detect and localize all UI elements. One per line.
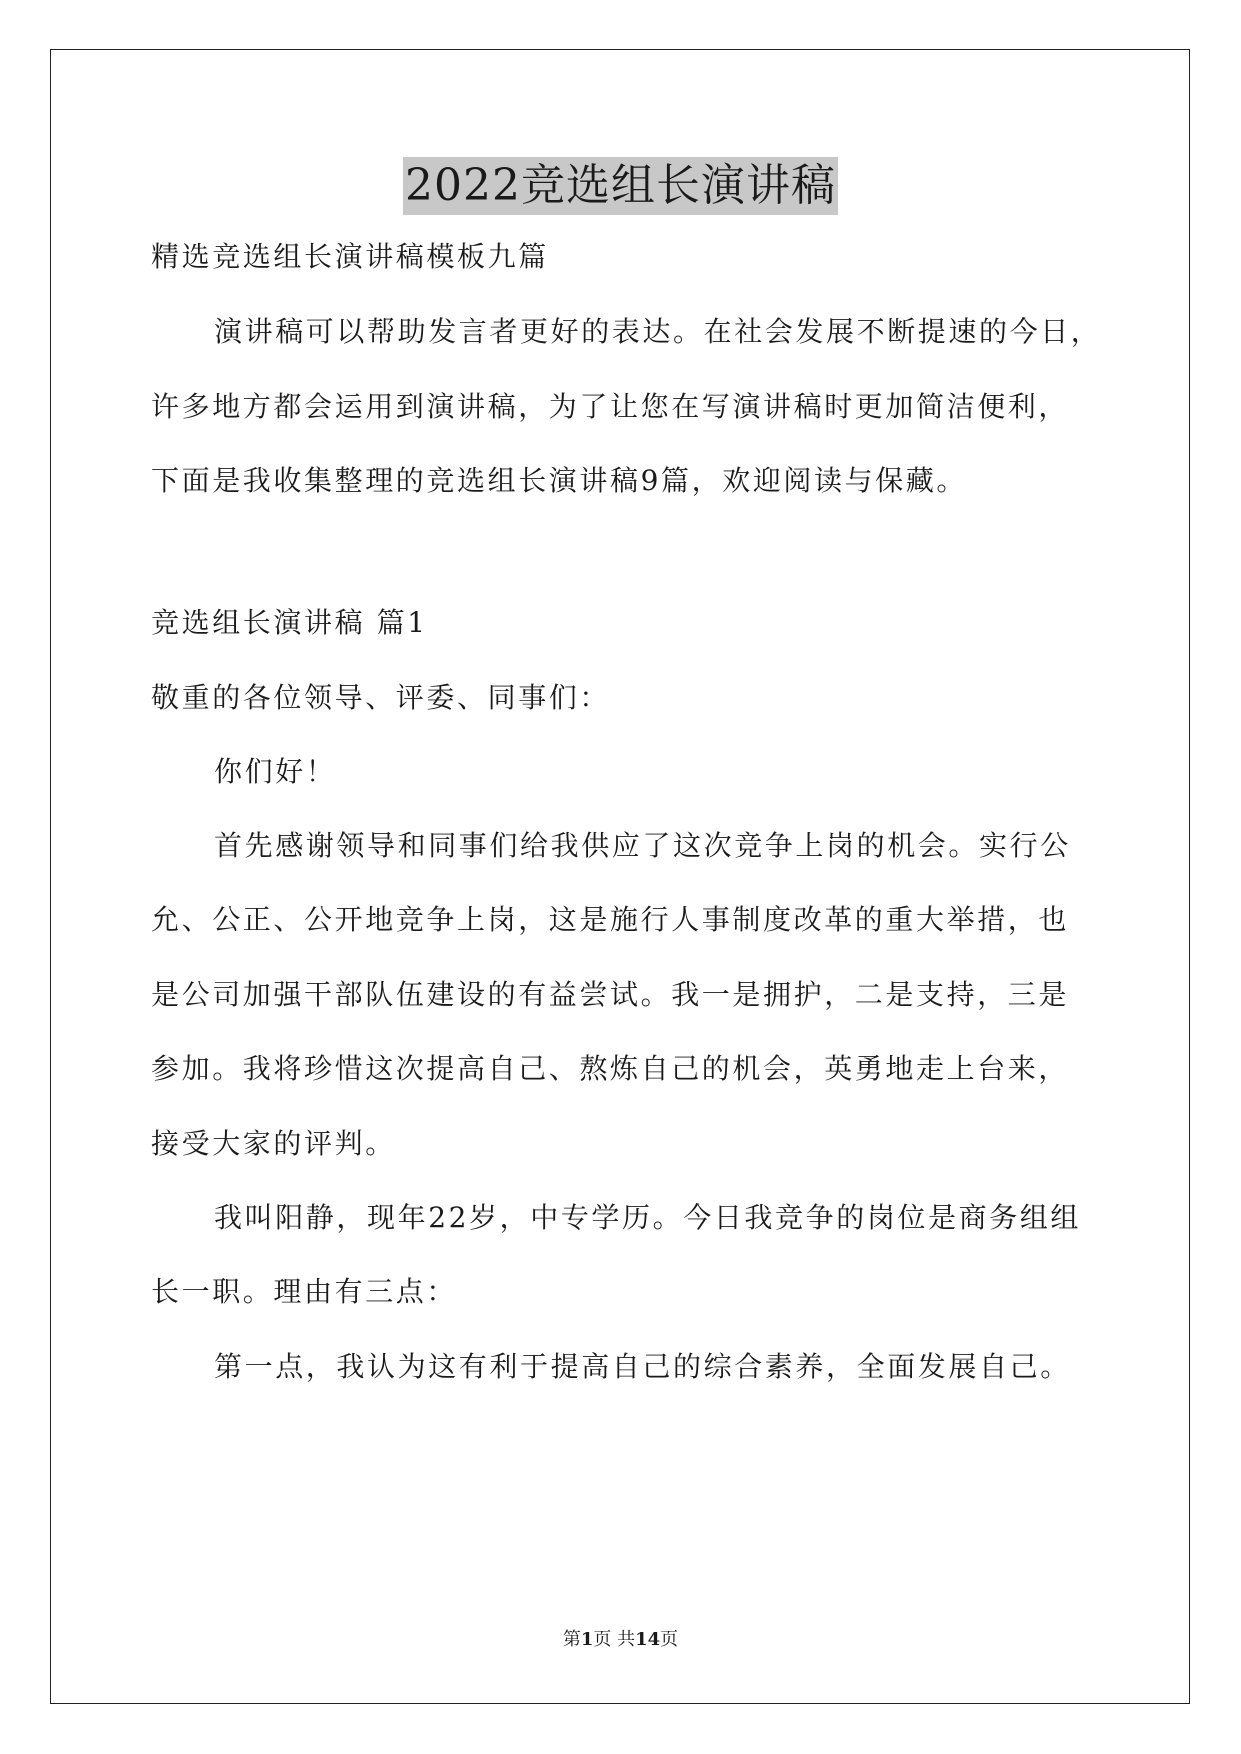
para1-line-1: 首先感谢领导和同事们给我供应了这次竞争上岗的机会。实行公 bbox=[214, 829, 1071, 862]
section-heading: 竞选组长演讲稿 篇1 bbox=[151, 606, 428, 639]
para1-line-4: 参加。我将珍惜这次提高自己、熬炼自己的机会，英勇地走上台来， bbox=[151, 1052, 1070, 1085]
para1-line-2: 允、公正、公开地竞争上岗，这是施行人事制度改革的重大举措，也 bbox=[151, 903, 1070, 936]
para2-line-1: 我叫阳静，现年22岁，中专学历。今日我竞争的岗位是商务组组 bbox=[214, 1201, 1082, 1234]
footer-page-current: 1 bbox=[580, 1629, 594, 1650]
page-footer bbox=[0, 1628, 1241, 1652]
salutation: 敬重的各位领导、评委、同事们： bbox=[151, 681, 611, 714]
footer-page-prefix: 第 bbox=[562, 1629, 581, 1650]
intro-line-3: 下面是我收集整理的竞选组长演讲稿9篇，欢迎阅读与保藏。 bbox=[151, 464, 968, 497]
para1-line-3: 是公司加强干部队伍建设的有益尝试。我一是拥护，二是支持，三是 bbox=[151, 978, 1070, 1011]
title-wrap bbox=[0, 157, 1241, 215]
para3-line-1: 第一点，我认为这有利于提高自己的综合素养，全面发展自己。 bbox=[214, 1350, 1071, 1383]
page-border bbox=[50, 49, 1190, 1704]
footer-page-total: 14 bbox=[635, 1629, 661, 1650]
footer-page-suffix: 页 bbox=[660, 1629, 679, 1650]
document-title: 2022竞选组长演讲稿 bbox=[403, 157, 838, 215]
footer-page-mid: 页 共 bbox=[593, 1629, 636, 1650]
intro-line-2: 许多地方都会运用到演讲稿，为了让您在写演讲稿时更加简洁便利， bbox=[151, 390, 1070, 423]
subtitle: 精选竞选组长演讲稿模板九篇 bbox=[151, 240, 549, 273]
para1-line-5: 接受大家的评判。 bbox=[151, 1127, 396, 1160]
intro-line-1: 演讲稿可以帮助发言者更好的表达。在社会发展不断提速的今日， bbox=[214, 315, 1102, 348]
para2-line-2: 长一职。理由有三点： bbox=[151, 1275, 458, 1308]
greeting: 你们好！ bbox=[214, 755, 337, 788]
